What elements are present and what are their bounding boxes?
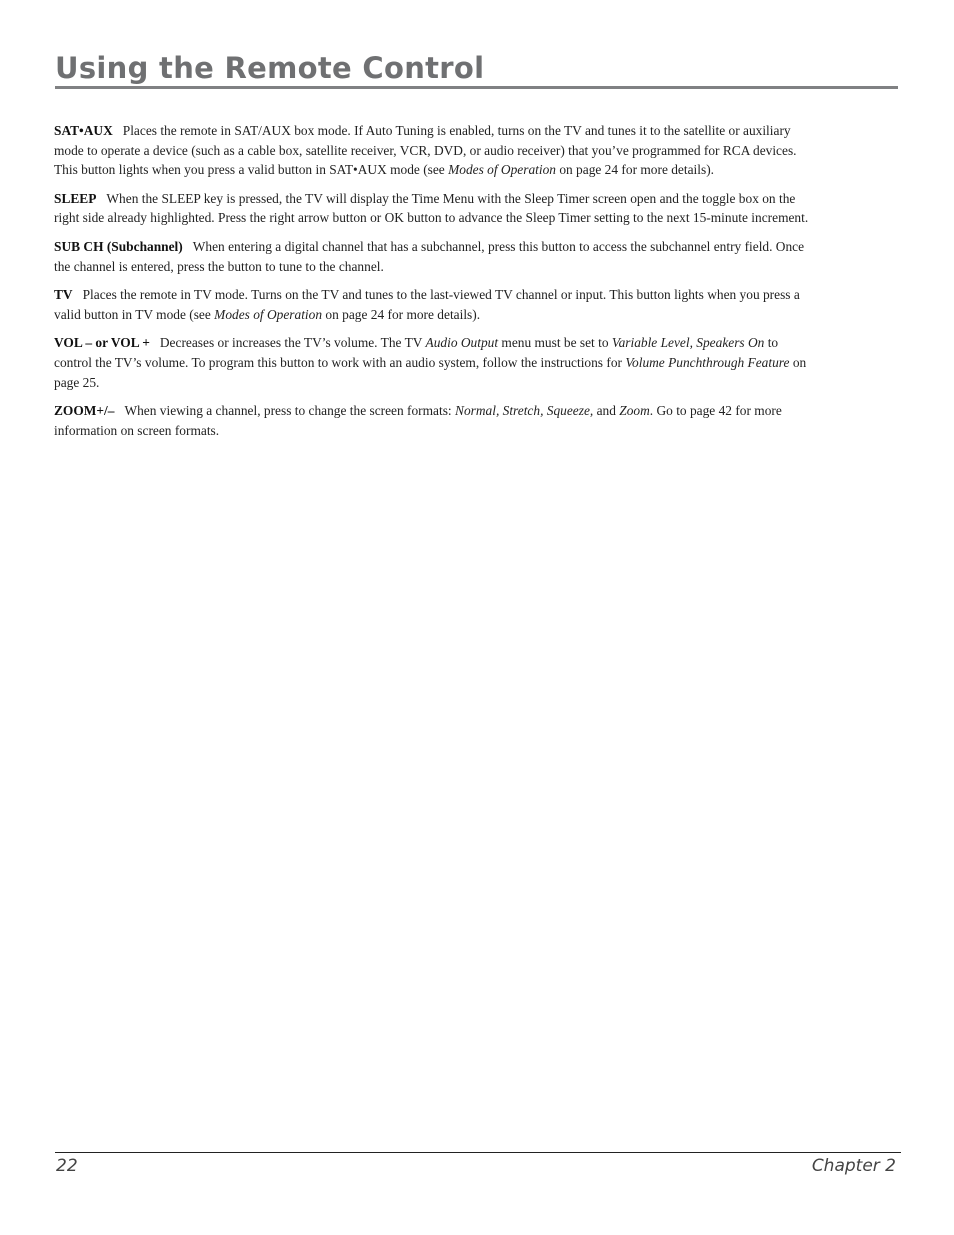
entry-text: menu must be set to	[498, 335, 612, 351]
entry-emphasis: Modes of Operation	[448, 162, 556, 178]
entry-text: When viewing a channel, press to change the screen formats:	[124, 403, 456, 419]
footer-rule	[55, 1152, 901, 1153]
entry-text: Places the remote in SAT/AUX box mode. If Auto Tuning is enabled, turns on the TV and tunes it to the satellite or auxiliary mode to operate a device (such as a cable box, satellite receiver, VCR, DVD, or audio receiver) that you’ve programmed for RCA devices. This button lights when you press a valid button in SAT•AUX mode (see	[54, 123, 797, 178]
entry-text: When the SLEEP key is pressed, the TV will display the Time Menu with the Sleep Timer screen open and the toggle box on the right side already highlighted. Press the right arrow button or OK button to advance the Sleep Timer setting to the next 15-minute increment.	[54, 190, 809, 226]
document-body	[54, 121, 814, 449]
entry-term: VOL – or VOL +	[54, 335, 150, 351]
entry-text: to control the TV’s volume. To program this button to work with an audio system, follow the instructions for	[54, 335, 779, 370]
entry-emphasis: Variable Level, Speakers On	[611, 335, 765, 351]
entry-sat-aux	[54, 121, 814, 180]
page-number: 22	[56, 1156, 78, 1176]
entry-zoom	[54, 401, 814, 440]
entry-term: ZOOM+/–	[54, 403, 115, 419]
entry-term: TV	[54, 287, 73, 303]
entry-term: SAT•AUX	[54, 123, 113, 138]
entry-emphasis: Zoom	[619, 403, 650, 419]
entry-text: on page 25.	[54, 354, 807, 390]
entry-term: SUB CH (Subchannel)	[54, 238, 183, 254]
title-rule	[55, 86, 898, 89]
entry-text: and	[593, 403, 620, 419]
chapter-label: Chapter 2	[811, 1156, 896, 1176]
page-title: Using the Remote Control	[55, 51, 485, 85]
entry-emphasis: Audio Output	[425, 335, 499, 351]
entry-tv	[54, 285, 814, 324]
entry-text: . Go to page 42 for more information on screen formats.	[54, 403, 782, 438]
entry-text: on page 24 for more details).	[322, 306, 481, 322]
entry-text: Decreases or increases the TV’s volume. The TV	[159, 335, 426, 351]
entry-text: on page 24 for more details).	[555, 162, 715, 178]
entry-emphasis: Normal, Stretch, Squeeze,	[455, 403, 594, 419]
entry-emphasis: Volume Punchthrough Feature	[625, 354, 790, 370]
entry-volume	[54, 333, 814, 392]
entry-emphasis: Modes of Operation	[214, 306, 323, 322]
entry-text: Places the remote in TV mode. Turns on the TV and tunes to the last-viewed TV channel or input. This button lights when you press a valid button in TV mode (see	[54, 287, 800, 322]
entry-term: SLEEP	[54, 190, 97, 206]
entry-text: When entering a digital channel that has a subchannel, press this button to access the subchannel entry field. Once the channel is entered, press the button to tune to the channel.	[54, 238, 805, 274]
entry-sleep	[54, 189, 814, 228]
entry-sub-ch	[54, 237, 814, 276]
